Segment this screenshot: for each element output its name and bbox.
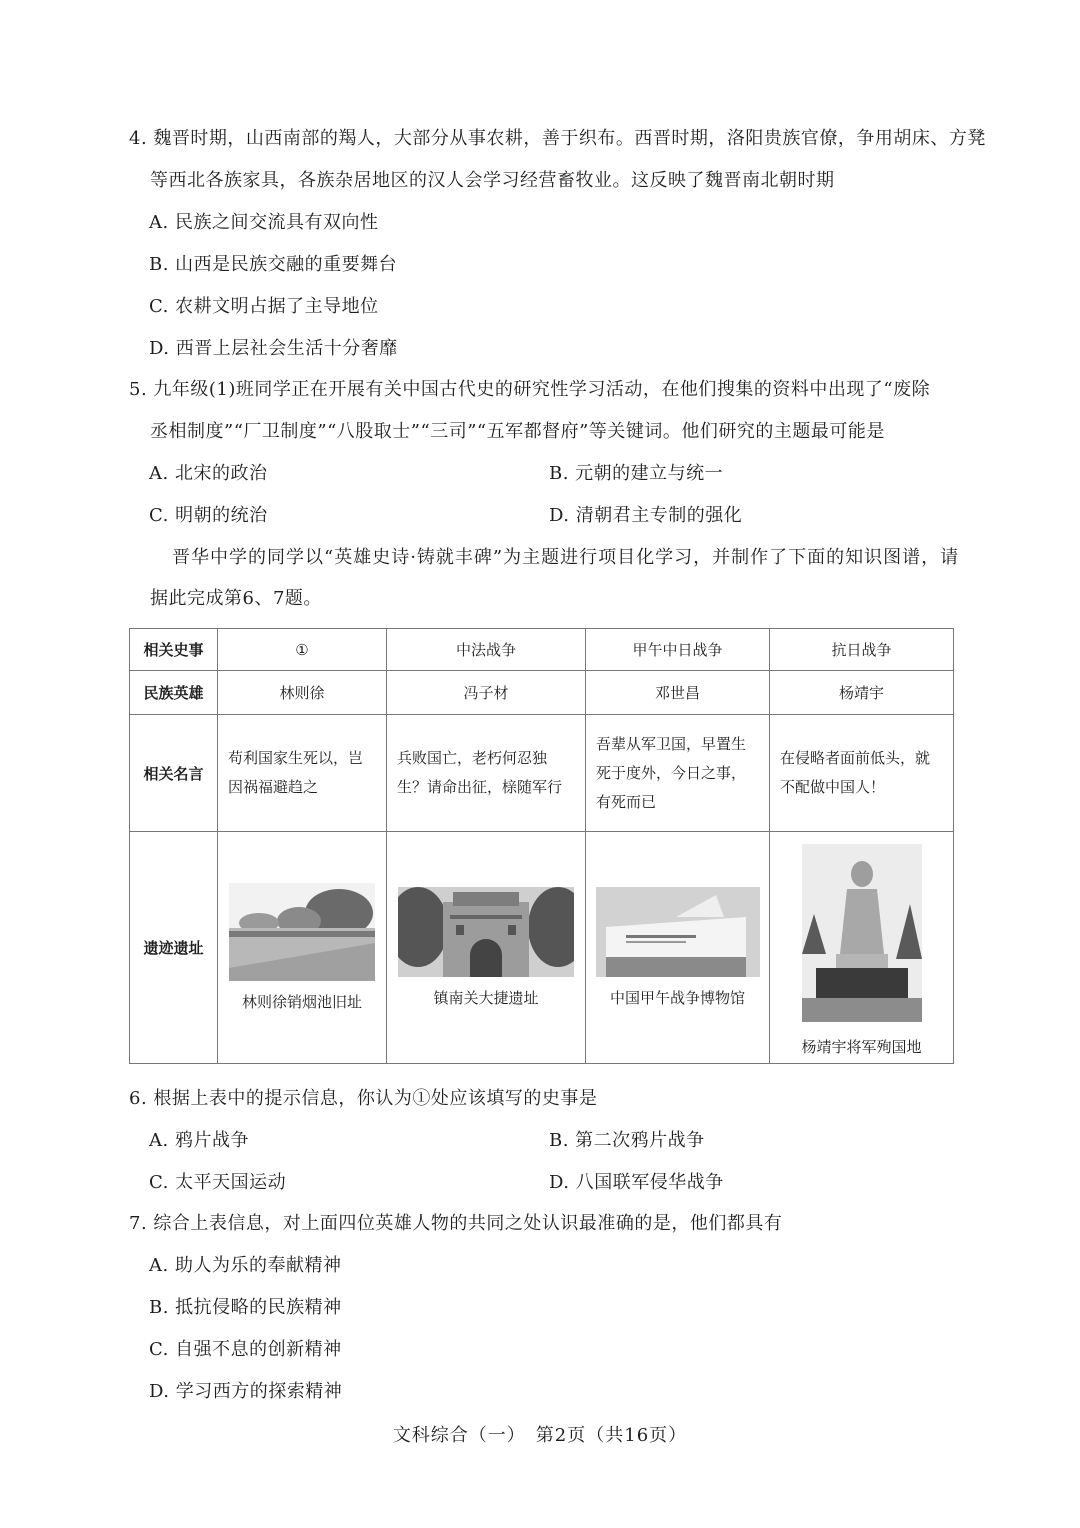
q4-option-a[interactable]: A. 民族之间交流具有双向性 [149,212,379,233]
quote-cell-3: 吾辈从军卫国，早置生死于度外，今日之事，有死而已 [586,715,770,832]
row-label-sites: 遗迹遗址 [130,832,218,1064]
q6-option-d[interactable]: D. 八国联军侵华战争 [549,1172,724,1193]
quote-cell-2: 兵败国亡，老朽何忍独生？请命出征，榇随军行 [387,715,586,832]
table-row-heroes [130,671,954,715]
q5-option-a[interactable]: A. 北宋的政治 [149,463,268,484]
site-cell-2 [387,832,586,1064]
site-cell-4 [770,832,954,1064]
q7-option-b[interactable]: B. 抵抗侵略的民族精神 [149,1297,342,1318]
site-cell-3 [586,832,770,1064]
intro-line1: 晋华中学的同学以“英雄史诗·铸就丰碑”为主题进行项目化学习，并制作了下面的知识图谱，请 [172,547,960,568]
q7-stem: 7. 综合上表信息，对上面四位英雄人物的共同之处认识最准确的是，他们都具有 [129,1213,783,1234]
q4-option-d[interactable]: D. 西晋上层社会生活十分奢靡 [149,338,398,359]
quote-cell-1: 苟利国家生死以，岂因祸福避趋之 [218,715,387,832]
site-caption-1: 林则徐销烟池旧址 [241,993,362,1011]
row-label-heroes: 民族英雄 [130,671,218,715]
q6-option-a[interactable]: A. 鸦片战争 [149,1130,249,1151]
site-photo-statue [802,844,922,1022]
hero-cell-3: 邓世昌 [586,671,770,715]
q5-option-c[interactable]: C. 明朝的统治 [149,505,268,526]
event-cell-2: 中法战争 [387,629,586,671]
q4-stem-line2: 等西北各族家具，各族杂居地区的汉人会学习经营畜牧业。这反映了魏晋南北朝时期 [150,170,835,191]
row-label-events: 相关史事 [130,629,218,671]
table-row-quotes [130,715,954,832]
q4-stem-line1: 4. 魏晋时期，山西南部的羯人，大部分从事农耕，善于织布。西晋时期，洛阳贵族官僚，争用胡床、方凳 [129,128,986,149]
q6-option-b[interactable]: B. 第二次鸦片战争 [549,1130,705,1151]
row-label-quotes: 相关名言 [130,715,218,832]
table-row-events [130,629,954,671]
table-row-sites [130,832,954,1064]
q4-option-c[interactable]: C. 农耕文明占据了主导地位 [149,296,379,317]
q5-stem-line1: 5. 九年级(1)班同学正在开展有关中国古代史的研究性学习活动，在他们搜集的资料中出现了“废除 [129,379,931,400]
site-caption-3: 中国甲午战争博物馆 [609,989,745,1007]
site-photo-gate [398,887,574,977]
event-cell-3: 甲午中日战争 [586,629,770,671]
q7-option-c[interactable]: C. 自强不息的创新精神 [149,1339,342,1360]
event-cell-4: 抗日战争 [770,629,954,671]
q5-option-b[interactable]: B. 元朝的建立与统一 [549,463,724,484]
q6-option-c[interactable]: C. 太平天国运动 [149,1172,287,1193]
hero-cell-4: 杨靖宇 [770,671,954,715]
q7-option-d[interactable]: D. 学习西方的探索精神 [149,1381,343,1402]
hero-cell-2: 冯子材 [387,671,586,715]
site-caption-4: 杨靖宇将军殉国地 [801,1038,922,1056]
site-photo-museum [596,887,760,977]
q5-option-d[interactable]: D. 清朝君主专制的强化 [549,505,743,526]
q7-option-a[interactable]: A. 助人为乐的奉献精神 [149,1255,342,1276]
knowledge-map-table [129,628,954,1064]
q6-stem: 6. 根据上表中的提示信息，你认为①处应该填写的史事是 [129,1088,598,1109]
site-photo-lake [229,883,375,981]
intro-line2: 据此完成第6、7题。 [150,588,322,609]
site-cell-1 [218,832,387,1064]
q5-stem-line2: 丞相制度”“厂卫制度”“八股取士”“三司”“五军都督府”等关键词。他们研究的主题最可能是 [150,421,885,442]
site-caption-2: 镇南关大捷遗址 [433,989,539,1007]
quote-cell-4: 在侵略者面前低头，就不配做中国人！ [770,715,954,832]
page-footer: 文科综合（一） 第2页（共16页） [392,1425,688,1446]
hero-cell-1: 林则徐 [218,671,387,715]
event-cell-1: ① [218,629,387,671]
q4-option-b[interactable]: B. 山西是民族交融的重要舞台 [149,254,398,275]
